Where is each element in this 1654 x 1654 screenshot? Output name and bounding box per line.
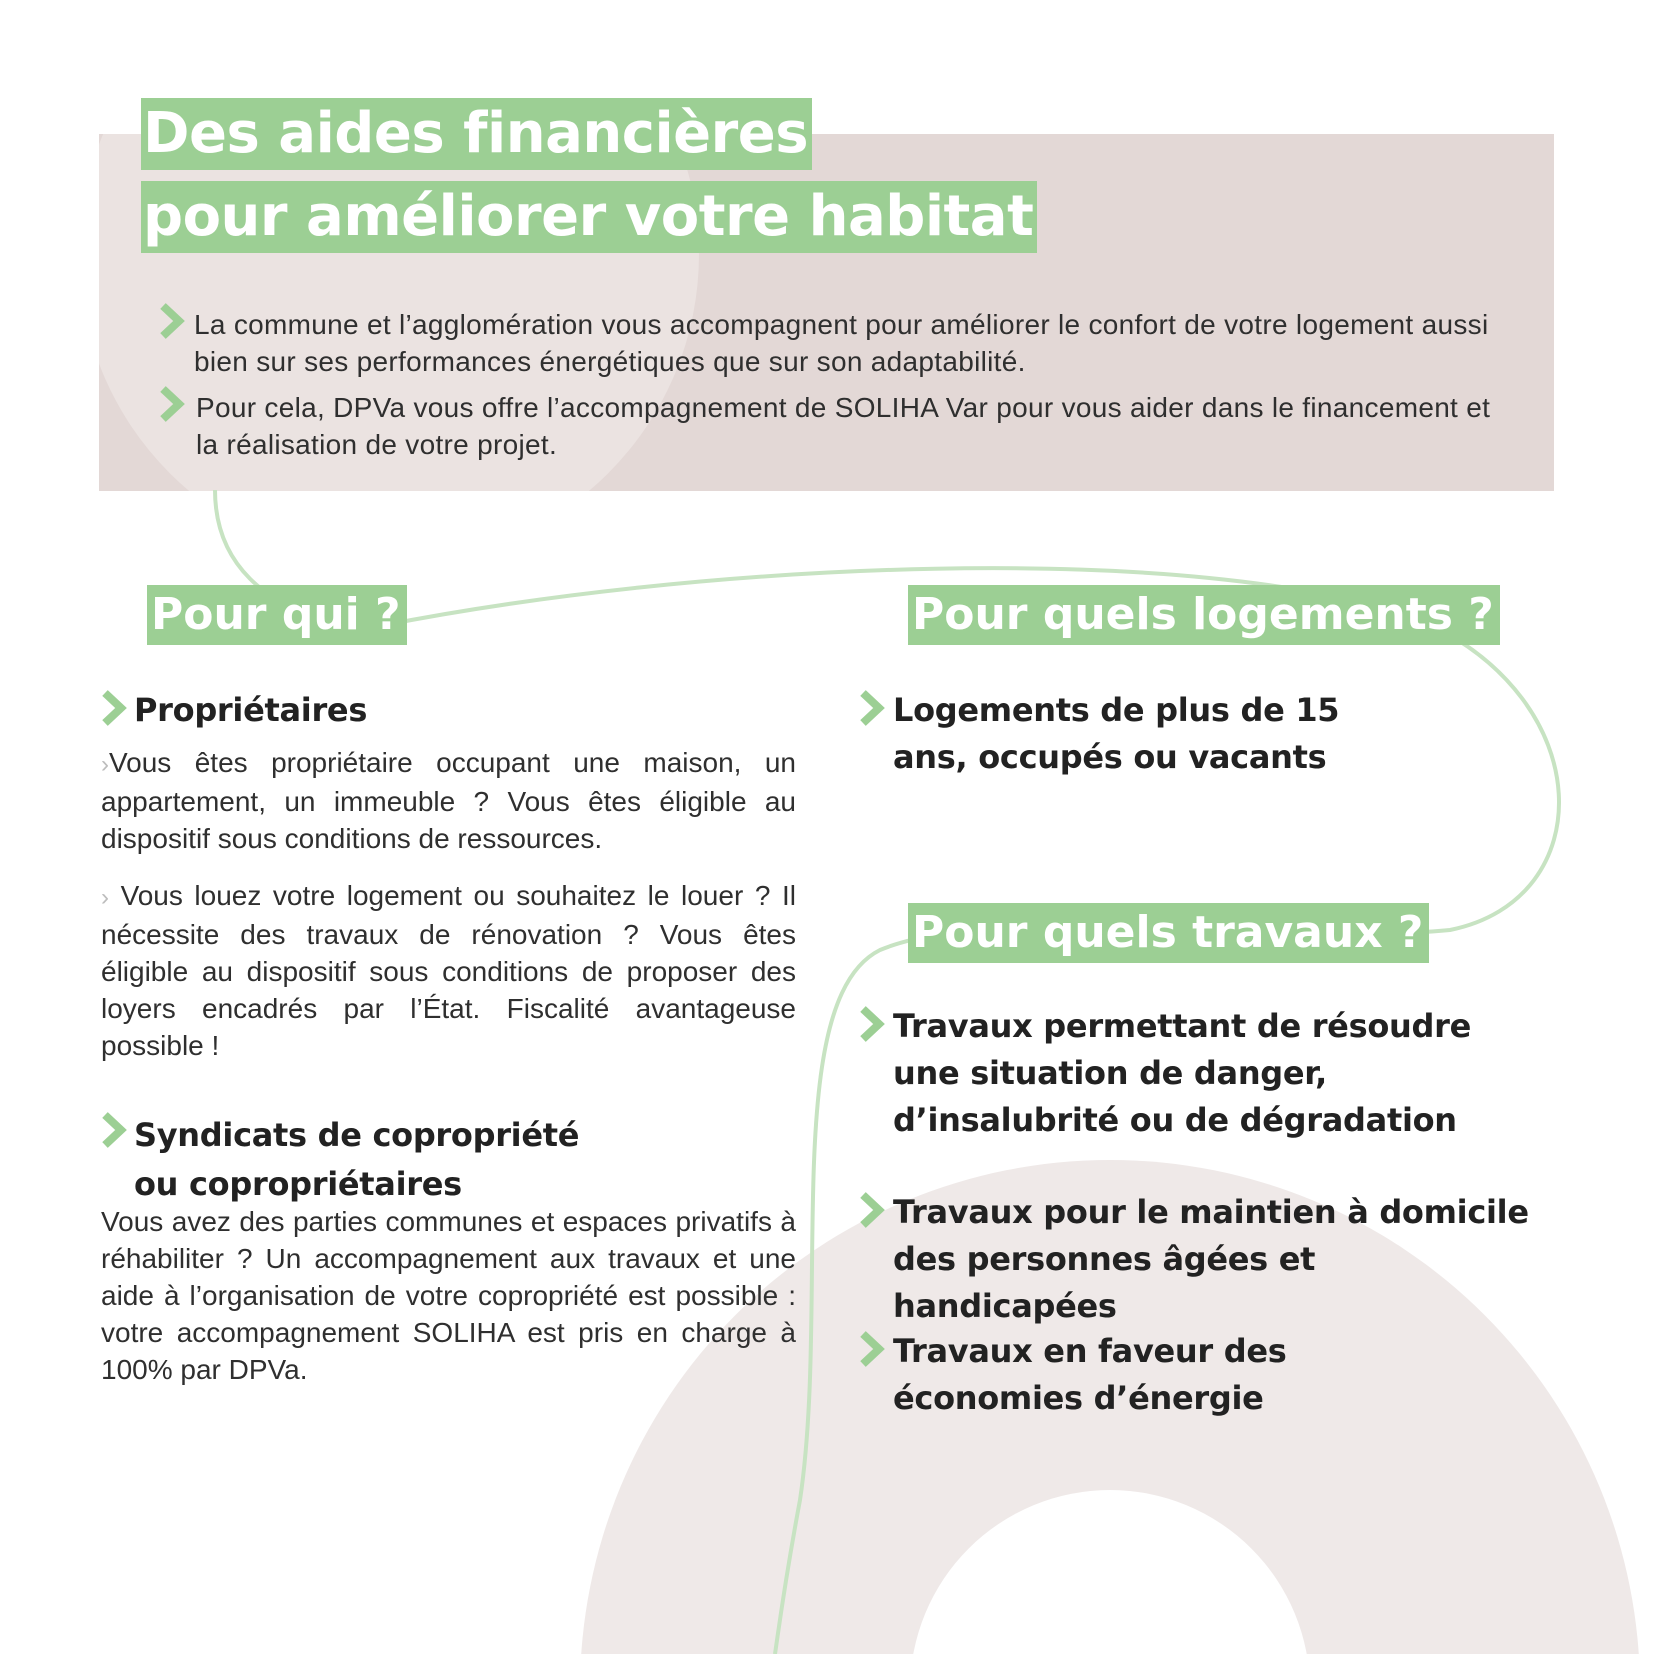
section-title-pour-qui: Pour qui ? [147, 585, 407, 645]
chevron-right-icon [157, 302, 187, 340]
main-title-line-1: Des aides financières [141, 98, 812, 170]
heading-syndicats-line-2: ou copropriétaires [134, 1165, 462, 1203]
proprietaires-paragraph-1: ›Vous êtes propriétaire occupant une maison, un appartement, un immeuble ? Vous êtes éligible au dispositif sous conditions de ressources. [101, 747, 796, 854]
travaux-item-3: Travaux en faveur des économies d’énergie [893, 1332, 1287, 1417]
small-chevron-icon: › [101, 884, 109, 911]
heading-proprietaires: Propriétaires [134, 691, 368, 729]
section-title-pour-quels-logements: Pour quels logements ? [908, 585, 1500, 645]
intro-paragraph-2: Pour cela, DPVa vous offre l’accompagnement de SOLIHA Var pour vous aider dans le financement et la réalisation de votre projet. [196, 392, 1491, 460]
travaux-item-1: Travaux permettant de résoudre une situation de danger, d’insalubrité ou de dégradation [893, 1007, 1471, 1139]
travaux-item-2: Travaux pour le maintien à domicile des personnes âgées et handicapées [893, 1193, 1529, 1325]
logements-item-1: Logements de plus de 15 ans, occupés ou vacants [893, 691, 1340, 776]
chevron-right-icon [99, 689, 129, 727]
proprietaires-paragraph-2: › Vous louez votre logement ou souhaitez le louer ? Il nécessite des travaux de rénovation ? Vous êtes éligible au dispositif sous conditions de proposer des loyers encadrés par l’État. Fiscalité avantageuse possible ! [101, 880, 796, 1061]
chevron-right-icon [857, 1330, 887, 1368]
chevron-right-icon [857, 689, 887, 727]
section-title-pour-quels-travaux: Pour quels travaux ? [908, 903, 1429, 963]
chevron-right-icon [857, 1005, 887, 1043]
intro-paragraph-1: La commune et l’agglomération vous accompagnent pour améliorer le confort de votre logement aussi bien sur ses performances énergétiques que sur son adaptabilité. [194, 309, 1489, 377]
chevron-right-icon [857, 1191, 887, 1229]
main-title-line-2: pour améliorer votre habitat [141, 181, 1037, 253]
chevron-right-icon [157, 385, 187, 423]
syndicats-paragraph: Vous avez des parties communes et espaces privatifs à réhabiliter ? Un accompagnement aux travaux et une aide à l’organisation de votre copropriété est possible : votre accompagnement SOLIHA est pris en charge à 100% par DPVa. [101, 1206, 796, 1385]
heading-syndicats-line-1: Syndicats de copropriété [134, 1116, 580, 1154]
small-chevron-icon: › [101, 751, 109, 778]
chevron-right-icon [99, 1111, 129, 1149]
